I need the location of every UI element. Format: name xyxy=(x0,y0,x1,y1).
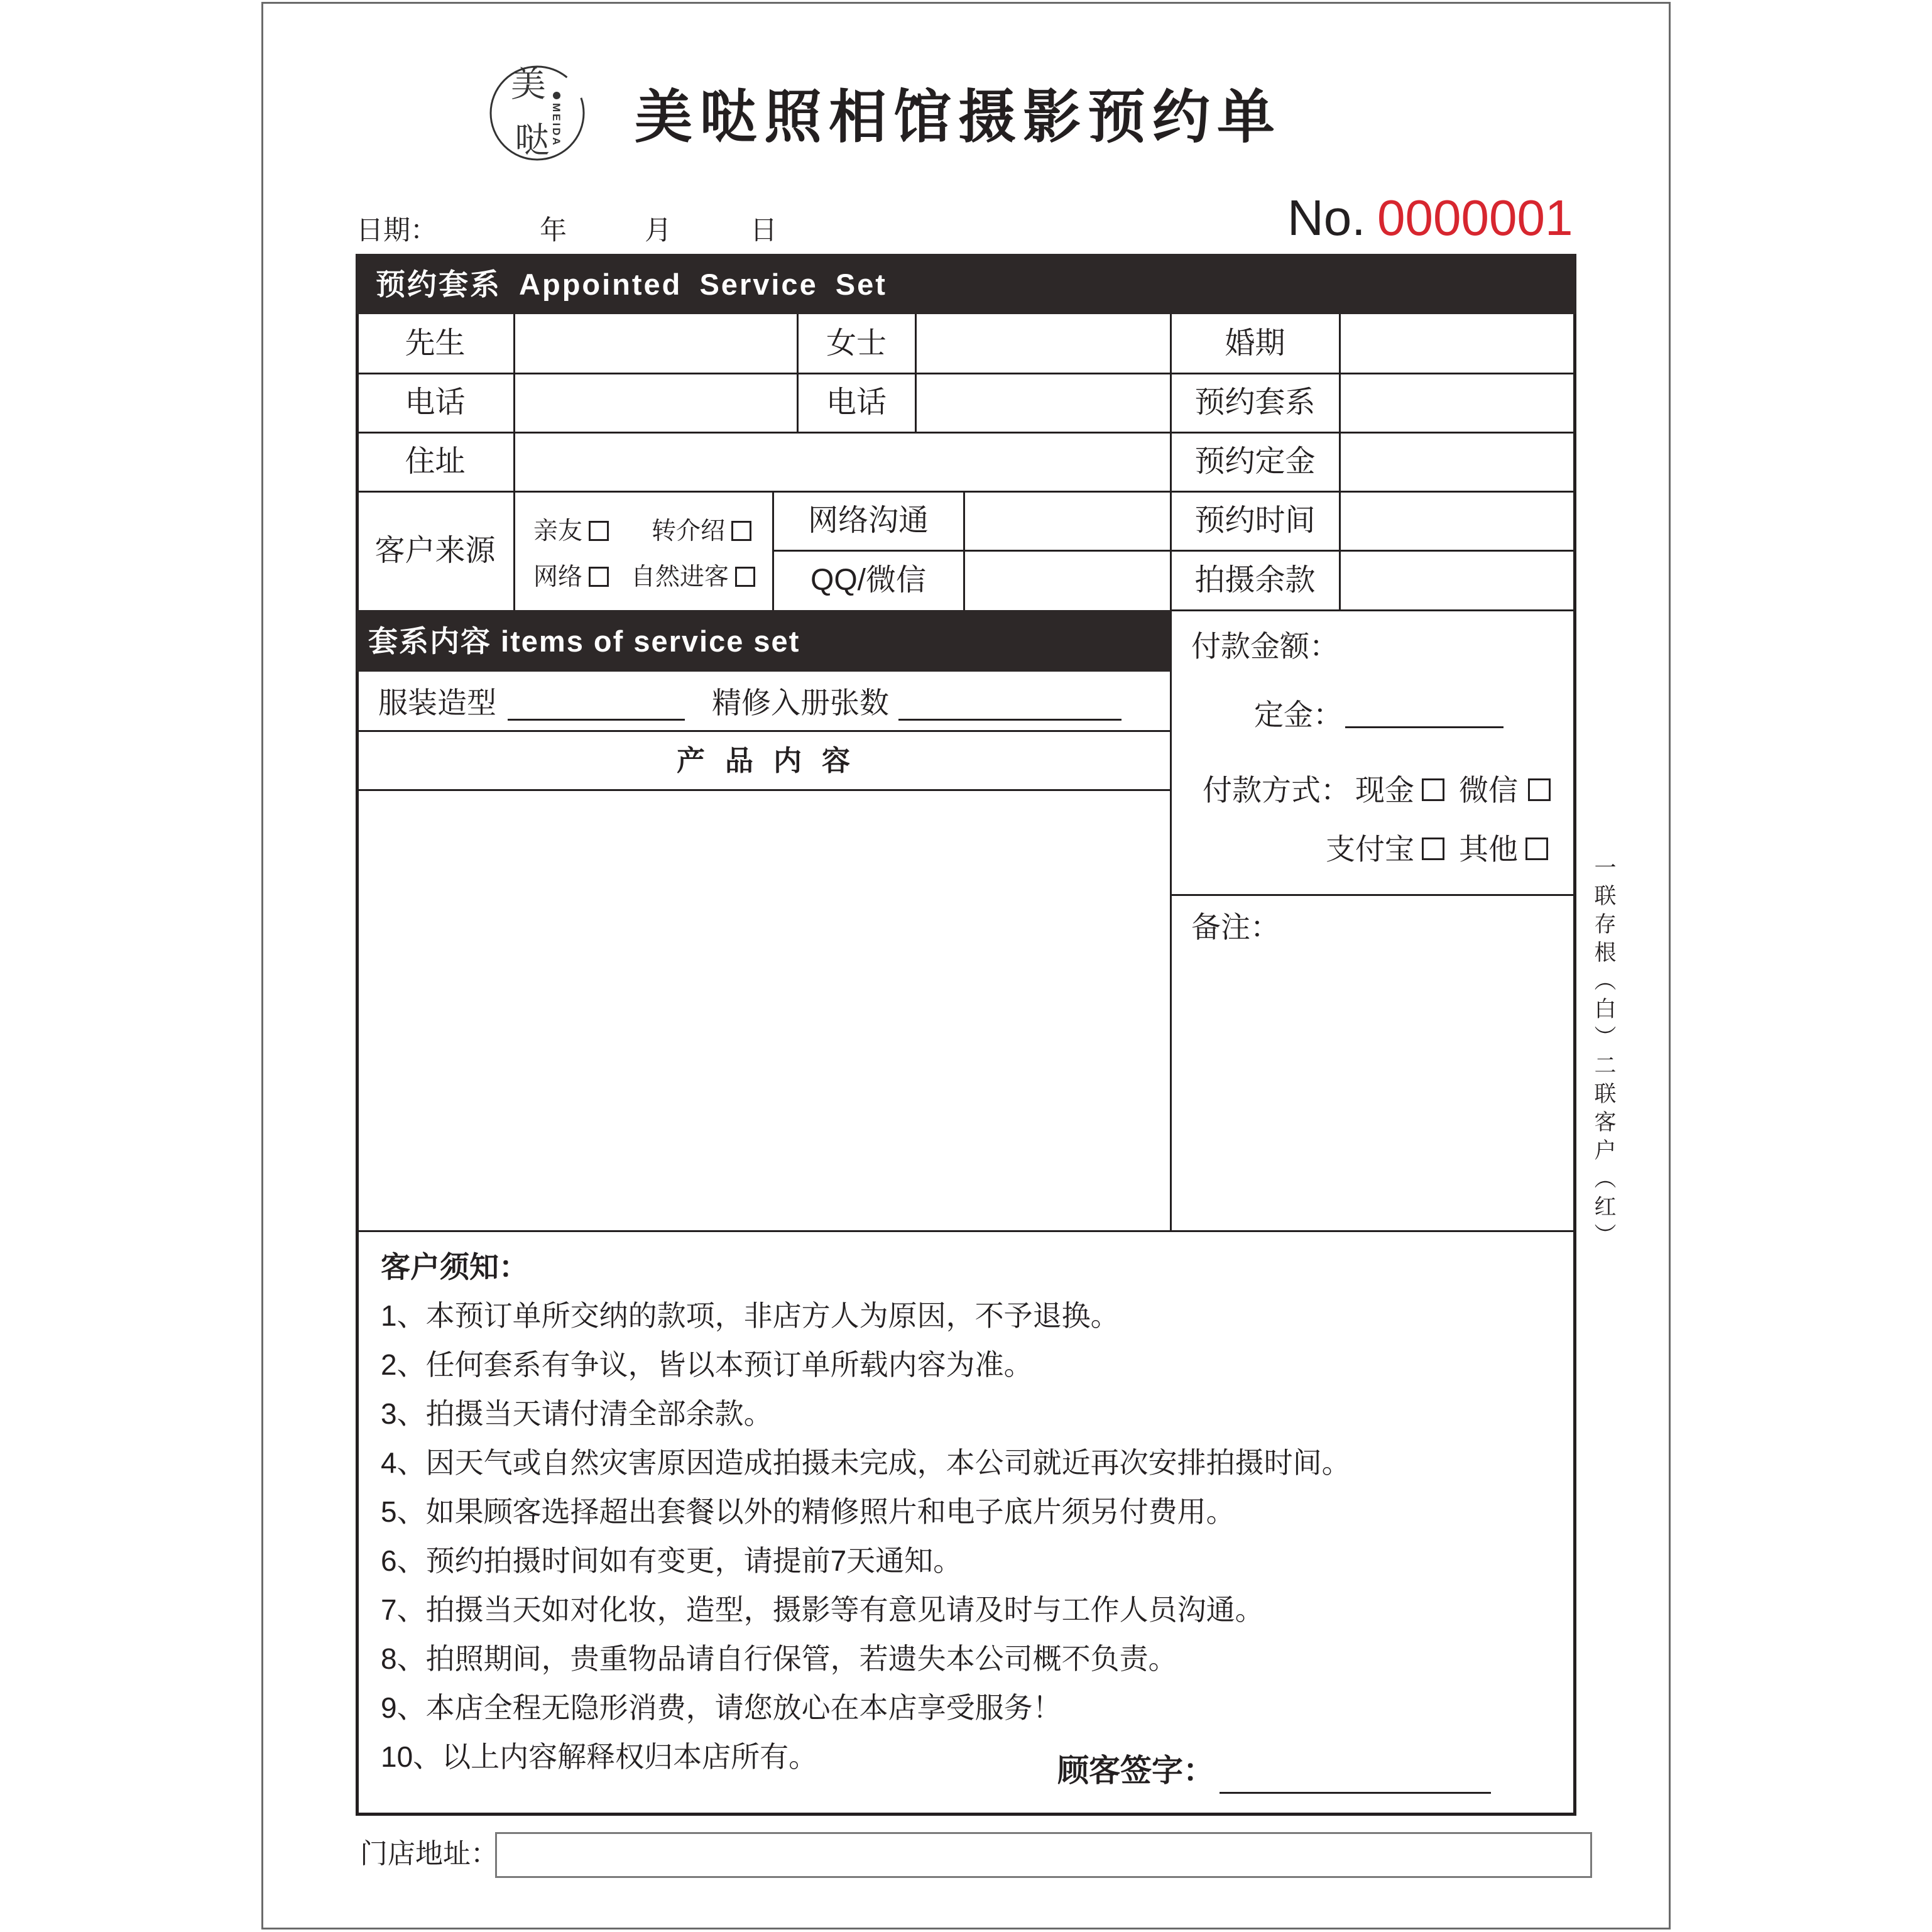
source-option-referral[interactable] xyxy=(652,517,751,545)
signature-field[interactable] xyxy=(1220,1753,1491,1792)
checkbox[interactable] xyxy=(589,567,609,587)
signature-underline xyxy=(1220,1792,1491,1794)
store-address-label: 门店地址： xyxy=(360,1838,498,1869)
appointment-time-label: 预约时间 xyxy=(1194,504,1316,537)
address-label: 住址 xyxy=(405,445,466,478)
balance-field[interactable] xyxy=(1341,550,1573,610)
date-year-unit: 年 xyxy=(540,215,567,246)
payment-cash-checkbox[interactable] xyxy=(1422,778,1444,801)
package-section-header xyxy=(356,610,1171,672)
payment-cash-label: 现金 xyxy=(1355,773,1414,807)
copy-note: 一联存根（白）二联客户（红） xyxy=(1591,856,1616,1252)
source-label: 客户来源 xyxy=(374,533,496,567)
retouch-label: 精修入册张数 xyxy=(712,685,889,719)
payment-alipay-checkbox[interactable] xyxy=(1422,838,1444,860)
date-label: 日期： xyxy=(356,215,437,246)
payment-method-label: 付款方式： xyxy=(1203,773,1350,807)
notice-item: 1、本预订单所交纳的款项，非店方人为原因，不予退换。 xyxy=(381,1299,1120,1332)
notice-list xyxy=(381,1291,1351,1781)
payment-deposit-label: 定金： xyxy=(1254,697,1343,731)
groom-label: 先生 xyxy=(405,327,466,360)
address-field[interactable] xyxy=(515,432,1170,491)
package-field[interactable] xyxy=(1341,373,1573,432)
payment-other-label: 其他 xyxy=(1459,832,1518,866)
date-day-field[interactable] xyxy=(677,212,746,249)
checkbox[interactable] xyxy=(589,521,609,541)
bride-label: 女士 xyxy=(826,327,887,360)
notice-item: 2、任何套系有争议，皆以本预订单所载内容为准。 xyxy=(381,1348,1033,1381)
qq-wechat-label: QQ/微信 xyxy=(810,563,926,597)
groom-phone-label: 电话 xyxy=(405,386,466,419)
logo-char-top: 美 xyxy=(511,64,546,106)
styling-label: 服装造型 xyxy=(378,685,496,719)
deposit-label: 预约定金 xyxy=(1194,445,1316,478)
signature-label: 顾客签字： xyxy=(1057,1753,1214,1788)
bride-phone-field[interactable] xyxy=(917,373,1170,432)
online-contact-label: 网络沟通 xyxy=(807,504,929,537)
products-content-area[interactable] xyxy=(358,792,1170,1230)
payment-alipay-label: 支付宝 xyxy=(1326,832,1414,866)
checkbox[interactable] xyxy=(731,521,751,541)
notice-item: 4、因天气或自然灾害原因造成拍摄未完成，本公司就近再次安排拍摄时间。 xyxy=(381,1446,1351,1479)
source-option-friends[interactable] xyxy=(533,517,609,545)
source-option-label: 自然进客 xyxy=(631,563,729,591)
qq-wechat-field[interactable] xyxy=(965,550,1170,610)
store-address-field[interactable] xyxy=(495,1832,1592,1878)
notice-item: 8、拍照期间，贵重物品请自行保管，若遗失本公司概不负责。 xyxy=(381,1642,1177,1675)
notice-item: 7、拍摄当天如对化妆，造型，摄影等有意见请及时与工作人员沟通。 xyxy=(381,1593,1264,1626)
online-contact-field[interactable] xyxy=(965,491,1170,550)
products-heading: 产品内容 xyxy=(676,744,870,777)
bride-name-field[interactable] xyxy=(917,314,1170,373)
package-label: 预约套系 xyxy=(1194,386,1316,419)
wedding-date-field[interactable] xyxy=(1341,314,1573,373)
grid-line xyxy=(1171,894,1576,896)
checkbox[interactable] xyxy=(735,567,755,587)
retouch-count-field[interactable] xyxy=(898,684,1122,720)
logo-dot xyxy=(553,92,560,99)
groom-phone-field[interactable] xyxy=(515,373,797,432)
bride-phone-label: 电话 xyxy=(826,386,887,419)
payment-amount-label: 付款金额： xyxy=(1191,629,1339,663)
source-option-label: 转介绍 xyxy=(652,517,726,545)
booking-section-title: 预约套系 Appointed Service Set xyxy=(376,267,887,301)
notice-item: 10、以上内容解释权归本店所有。 xyxy=(381,1740,818,1773)
appointment-time-field[interactable] xyxy=(1341,491,1573,550)
payment-deposit-field[interactable] xyxy=(1345,694,1504,727)
payment-wechat-label: 微信 xyxy=(1459,773,1518,807)
source-option-online[interactable] xyxy=(533,563,609,591)
date-month-unit: 月 xyxy=(645,215,672,246)
balance-label: 拍摄余款 xyxy=(1194,563,1316,597)
groom-name-field[interactable] xyxy=(515,314,797,373)
serial-prefix: No. xyxy=(1287,190,1366,246)
source-option-label: 网络 xyxy=(533,563,583,591)
notice-item: 5、如果顾客选择超出套餐以外的精修照片和电子底片须另付费用。 xyxy=(381,1495,1235,1528)
date-month-field[interactable] xyxy=(572,212,641,249)
deposit-field[interactable] xyxy=(1341,432,1573,491)
studio-logo xyxy=(487,63,587,163)
source-option-label: 亲友 xyxy=(533,517,583,545)
remarks-area[interactable] xyxy=(1172,897,1573,1230)
notice-item: 6、预约拍摄时间如有变更，请提前7天通知。 xyxy=(381,1544,963,1577)
notice-item: 9、本店全程无隐形消费，请您放心在本店享受服务！ xyxy=(381,1691,1062,1724)
payment-other-checkbox[interactable] xyxy=(1525,838,1548,860)
grid-line xyxy=(356,1230,1576,1232)
source-option-walk-in[interactable] xyxy=(631,563,755,591)
date-day-unit: 日 xyxy=(750,215,777,246)
logo-char-bottom: 哒 xyxy=(515,120,550,161)
payment-wechat-checkbox[interactable] xyxy=(1528,778,1551,801)
date-year-field[interactable] xyxy=(434,212,534,249)
serial-number: 0000001 xyxy=(1377,190,1573,246)
notice-heading: 客户须知： xyxy=(381,1250,528,1284)
wedding-date-label: 婚期 xyxy=(1225,327,1285,360)
package-section-title: 套系内容 items of service set xyxy=(368,624,800,658)
styling-field[interactable] xyxy=(508,684,685,720)
booking-section-header xyxy=(356,254,1576,314)
logo-brand: MEIDA xyxy=(550,103,562,147)
remarks-label: 备注： xyxy=(1191,910,1280,944)
form-title: 美哒照相馆摄影预约单 xyxy=(635,83,1282,151)
notice-item: 3、拍摄当天请付清全部余款。 xyxy=(381,1397,773,1430)
